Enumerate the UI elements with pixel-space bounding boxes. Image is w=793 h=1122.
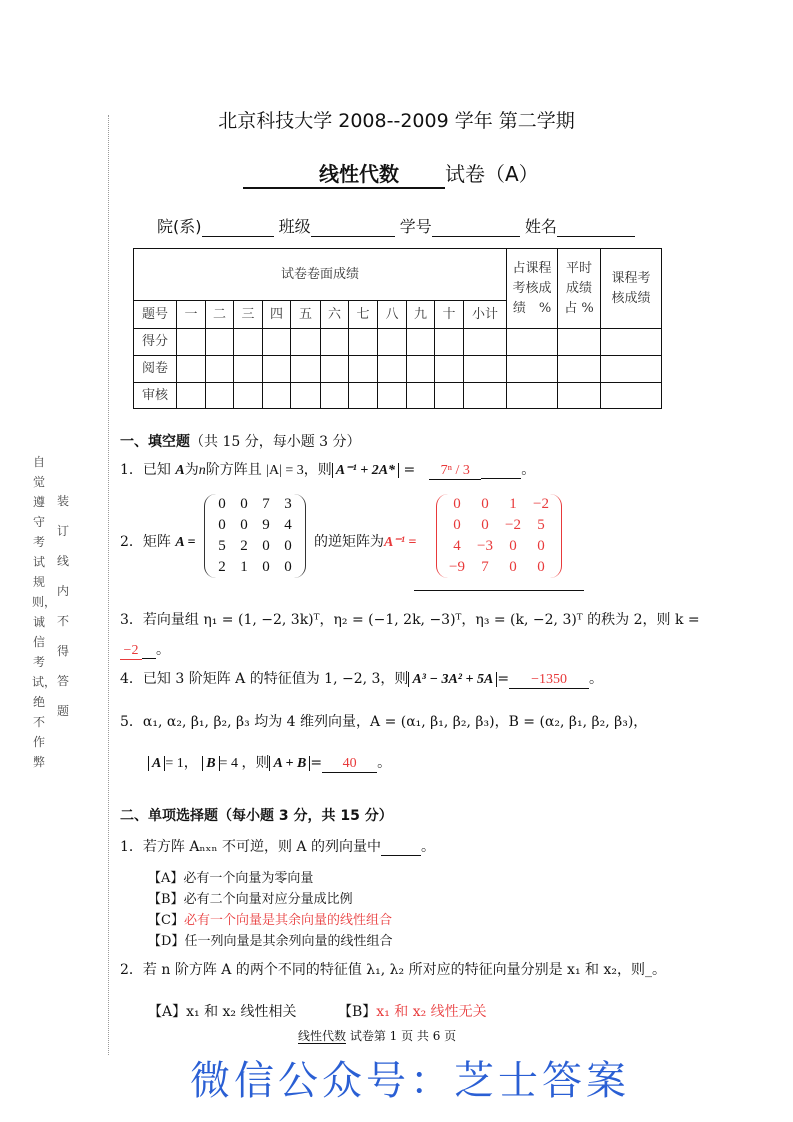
matrix-entry: 0 <box>453 496 461 512</box>
score-table-title: 试卷卷面成绩 <box>134 249 507 301</box>
regular-score-header: 平时 成绩 占 % <box>558 249 601 329</box>
matrix-entry: 4 <box>284 517 292 533</box>
paper-label: 试卷（A） <box>445 162 539 186</box>
matrix-a <box>204 494 306 578</box>
col-header: 九 <box>407 301 435 329</box>
exam-title: 北京科技大学 2008--2009 学年 第二学期 <box>218 110 575 132</box>
section2-heading: 二、单项选择题（每小题 3 分，共 15 分） <box>120 808 393 824</box>
course-name: 线性代数 <box>243 158 445 189</box>
class-field[interactable] <box>311 217 395 237</box>
question-1-1: 1．已知 A为n阶方阵且 |A| = 3，则 A⁻¹ + 2A* = 7ⁿ / 3 。 <box>120 462 536 478</box>
option-a[interactable]: 【A】必有一个向量为零向量 <box>148 871 314 886</box>
row-header: 得分 <box>134 329 177 356</box>
matrix-entry: −2 <box>533 496 549 512</box>
col-header: 七 <box>349 301 378 329</box>
matrix-entry: 0 <box>218 517 226 533</box>
row-header: 阅卷 <box>134 356 177 383</box>
matrix-entry: 0 <box>537 559 545 575</box>
page-footer: 线性代数 试卷第 1 页 共 6 页 <box>298 1029 457 1043</box>
matrix-entry: 5 <box>218 538 226 554</box>
answer-1-4: −1350 <box>509 672 589 689</box>
watermark: 微信公众号：芝士答案 <box>190 1058 630 1104</box>
matrix-entry: 0 <box>537 538 545 554</box>
matrix-entry: 0 <box>240 517 248 533</box>
dept-field[interactable] <box>202 217 274 237</box>
table-row <box>134 329 662 356</box>
question-1-2-label: 2．矩阵 A = <box>120 534 196 550</box>
score-table <box>133 248 662 409</box>
student-id-label: 学号 <box>399 217 432 236</box>
matrix-entry: 7 <box>481 559 489 575</box>
matrix-entry: 0 <box>453 517 461 533</box>
answer-1-2-inverse-matrix <box>436 494 562 578</box>
table-row <box>134 356 662 383</box>
final-score-header: 课程考 核成绩 <box>601 249 662 329</box>
exam-subtitle <box>243 158 539 189</box>
dept-label: 院(系) <box>157 217 202 236</box>
matrix-entry: −2 <box>505 517 521 533</box>
question-1-5-line2: A = 1， B = 4 ，则 A + B = 40 。 <box>148 752 391 773</box>
col-header: 十 <box>435 301 464 329</box>
matrix-entry: 0 <box>284 538 292 554</box>
matrix-entry: 0 <box>262 559 270 575</box>
col-header: 一 <box>177 301 206 329</box>
matrix-entry: −3 <box>477 538 493 554</box>
class-label: 班级 <box>278 217 311 236</box>
name-label: 姓名 <box>524 217 557 236</box>
col-header: 三 <box>234 301 263 329</box>
section1-heading: 一、填空题（共 15 分，每小题 3 分） <box>120 434 361 450</box>
matrix-entry: 0 <box>262 538 270 554</box>
question-2-1-options <box>148 868 392 952</box>
col-header: 六 <box>321 301 349 329</box>
question-2-1: 1．若方阵 Aₙₓₙ 不可逆，则 A 的列向量中 。 <box>120 839 435 855</box>
question-1-3: 3．若向量组 η₁ = (1, −2, 3k)ᵀ，η₂ = (−1, 2k, −3)ᵀ，η₃ = (k, −2, 3)ᵀ 的秩为 2，则 k = <box>120 612 700 628</box>
question-1-4: 4．已知 3 阶矩阵 A 的特征值为 1, −2, 3，则 A³ − 3A² + 5A = −1350 。 <box>120 671 604 687</box>
student-info <box>157 214 635 237</box>
matrix-entry: 3 <box>284 496 292 512</box>
matrix-entry: 0 <box>284 559 292 575</box>
matrix-entry: 0 <box>240 496 248 512</box>
inverse-label: 的逆矩阵为A⁻¹ = <box>314 534 417 550</box>
answer-1-3: −2 <box>120 643 142 660</box>
option-d[interactable]: 【D】任一列向量是其余列向量的线性组合 <box>148 934 393 949</box>
answer-1-1: 7ⁿ / 3 <box>429 463 481 480</box>
col-header: 二 <box>206 301 234 329</box>
matrix-entry: 0 <box>509 559 517 575</box>
matrix-entry: 1 <box>509 496 517 512</box>
row-header: 审核 <box>134 383 177 409</box>
question-1-5: 5．α₁, α₂, β₁, β₂, β₃ 均为 4 维列向量，A = (α₁, β₁, β₂, β₃)，B = (α₂, β₁, β₂, β₃)， <box>120 714 648 730</box>
matrix-entry: 9 <box>262 517 270 533</box>
answer-1-3-line: −2 。 <box>120 639 170 660</box>
matrix-entry: −9 <box>449 559 465 575</box>
margin-binding-note: 装订线内不得答题 <box>56 494 69 718</box>
col-header: 题号 <box>134 301 177 329</box>
matrix-entry: 0 <box>509 538 517 554</box>
col-header: 五 <box>291 301 321 329</box>
margin-honesty-note: 自觉遵守考试规则，诚信考试，绝不作弊 <box>32 455 57 769</box>
pct-course-header: 占课程 考核成 绩 % <box>507 249 558 329</box>
matrix-entry: 5 <box>537 517 545 533</box>
matrix-entry: 7 <box>262 496 270 512</box>
option-c-correct[interactable]: 【C】必有一个向量是其余向量的线性组合 <box>148 913 392 928</box>
matrix-entry: 0 <box>481 517 489 533</box>
matrix-entry: 2 <box>218 559 226 575</box>
answer-underline <box>414 590 584 591</box>
col-header: 四 <box>263 301 291 329</box>
col-header: 小计 <box>464 301 507 329</box>
matrix-entry: 0 <box>218 496 226 512</box>
binding-line <box>108 115 109 1055</box>
matrix-entry: 0 <box>481 496 489 512</box>
name-field[interactable] <box>557 217 635 237</box>
matrix-entry: 4 <box>453 538 461 554</box>
question-2-2: 2．若 n 阶方阵 A 的两个不同的特征值 λ₁, λ₂ 所对应的特征向量分别是 x₁ 和 x₂，则_。 <box>120 962 666 978</box>
matrix-entry: 2 <box>240 538 248 554</box>
option-b[interactable]: 【B】必有二个向量对应分量成比例 <box>148 892 353 907</box>
matrix-entry: 1 <box>240 559 248 575</box>
student-id-field[interactable] <box>432 217 520 237</box>
answer-1-5: 40 <box>322 756 377 773</box>
question-2-2-option-b-correct[interactable]: 【B】x₁ 和 x₂ 线性无关 <box>338 1004 487 1020</box>
table-row <box>134 383 662 409</box>
question-2-2-option-a[interactable]: 【A】x₁ 和 x₂ 线性相关 <box>148 1004 297 1020</box>
col-header: 八 <box>378 301 407 329</box>
